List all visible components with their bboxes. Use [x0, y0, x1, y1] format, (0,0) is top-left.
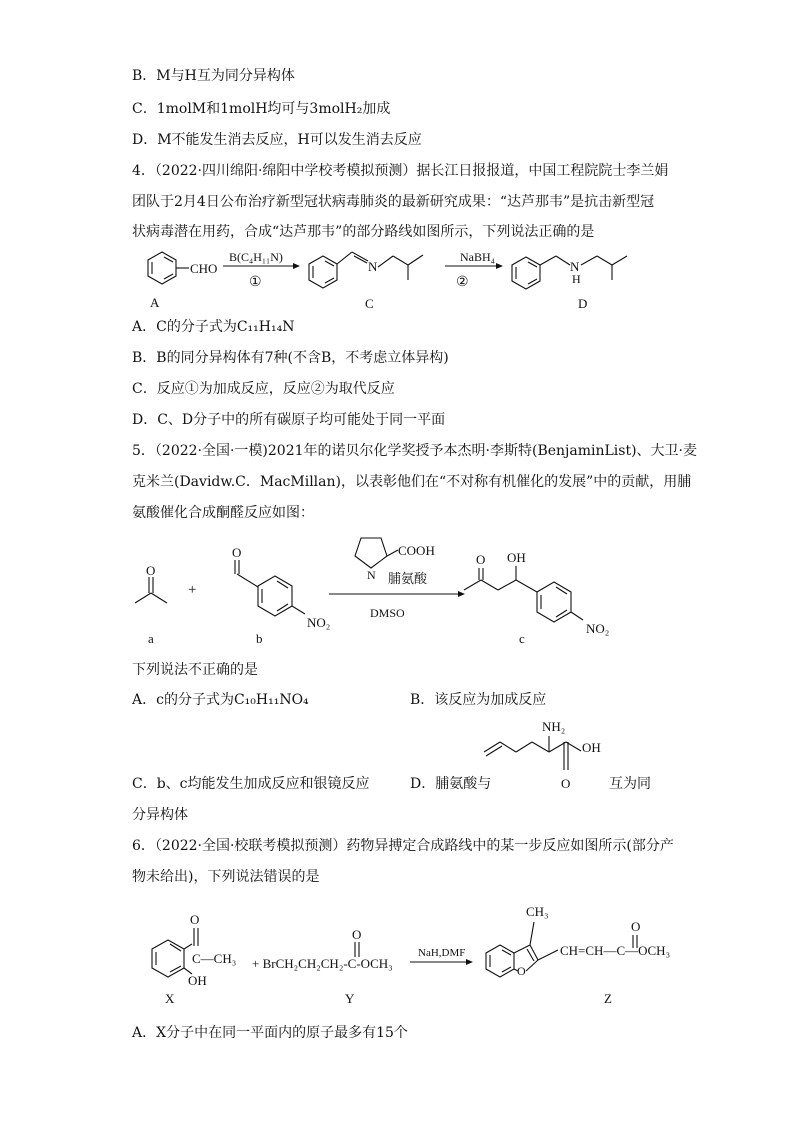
svg-text:OH: OH [507, 550, 526, 565]
svg-text:NaH,DMF: NaH,DMF [418, 947, 466, 959]
q4-label-d: D [578, 296, 588, 311]
svg-text:CH₃: CH₃ [526, 904, 549, 919]
svg-text:H: H [572, 272, 581, 286]
q6-label-x: X [165, 991, 175, 1006]
q4-arrow-2 [445, 250, 503, 290]
svg-text:N: N [367, 568, 376, 582]
q4-compound-d [512, 256, 627, 289]
q5-label-c: c [519, 631, 525, 646]
q5-plus: + [188, 582, 197, 598]
q6-compound-x [152, 912, 236, 988]
q4-option-c: C．反应①为加成反应，反应②为取代反应 [132, 381, 395, 397]
q4-arrow-1 [223, 250, 300, 290]
svg-text:OH: OH [188, 973, 207, 988]
q6-arrow [410, 947, 473, 965]
svg-text:B(C₄H₁₁N): B(C₄H₁₁N) [229, 250, 283, 264]
svg-text:NaBH₄: NaBH₄ [460, 250, 495, 264]
q4-label-a: A [150, 295, 160, 310]
q5-option-d-post: 互为同 [609, 776, 651, 792]
q4-cho-text: CHO [190, 261, 218, 276]
q5-catalyst [329, 538, 465, 620]
q6-stem-line2: 物未给出)，下列说法错误的是 [132, 869, 320, 885]
svg-text:O: O [561, 776, 571, 791]
svg-text:O: O [352, 927, 362, 942]
q6-label-y: Y [345, 991, 355, 1006]
q5-ask: 下列说法不正确的是 [132, 662, 258, 678]
svg-text:①: ① [249, 275, 262, 290]
svg-text:O: O [190, 912, 200, 927]
q5-compound-c [464, 550, 609, 636]
svg-text:N: N [368, 259, 378, 274]
q5-stem-line3: 氨酸催化合成酮醛反应如图： [132, 505, 314, 521]
prev-option-b: B．M与H互为同分异构体 [132, 68, 295, 84]
q5-option-c: C．b、c均能发生加成反应和银镜反应 [132, 776, 370, 792]
q6-compound-y [252, 927, 393, 971]
svg-text:NO₂: NO₂ [307, 615, 331, 630]
q5-compound-b [232, 545, 330, 630]
q4-stem-line1: 4．（2022·四川绵阳·绵阳中学校考模拟预测）据长江日报报道，中国工程院院士李兰娟 [132, 163, 669, 179]
q4-option-b: B．B的同分异构体有7种(不含B，不考虑立体异构) [132, 350, 449, 366]
svg-text:②: ② [456, 275, 469, 290]
q6-option-a: A．X分子中在同一平面内的原子最多有15个 [132, 1025, 408, 1041]
prev-option-d: D．M不能发生消去反应，H可以发生消去反应 [132, 132, 422, 148]
q4-label-c: C [365, 296, 374, 311]
q4-option-d: D．C、D分子中的所有碳原子均可能处于同一平面 [132, 412, 446, 428]
q4-stem-line2: 团队于2月4日公布治疗新型冠状病毒肺炎的最新研究成果：“达芦那韦”是抗击新型冠 [132, 194, 655, 210]
svg-text:OH: OH [582, 740, 601, 755]
q5-option-d-cont: 分异构体 [132, 807, 188, 823]
svg-text:C—CH₃: C—CH₃ [192, 951, 237, 966]
q6-stem-line1: 6．（2022·全国·校联考模拟预测）药物异搏定合成路线中的某一步反应如图所示(部分产 [132, 838, 674, 854]
svg-text:O: O [631, 919, 641, 934]
svg-text:COOH: COOH [398, 543, 435, 558]
q6-compound-z [486, 904, 670, 978]
svg-text:NH₂: NH₂ [542, 719, 566, 734]
q5-option-d-structure [484, 719, 601, 791]
q5-stem-line1: 5．（2022·全国·一模)2021年的诺贝尔化学奖授予本杰明·李斯特(BenjaminList)、大卫·麦 [132, 443, 697, 459]
svg-text:DMSO: DMSO [370, 606, 405, 620]
svg-text:O: O [517, 964, 526, 978]
q4-compound-a [148, 252, 217, 284]
q6-label-z: Z [604, 991, 612, 1006]
svg-text:O: O [232, 545, 242, 560]
q5-option-a: A．c的分子式为C₁₀H₁₁NO₄ [132, 692, 309, 708]
svg-text:N: N [570, 259, 580, 274]
q5-option-d-pre: D．脯氨酸与 [410, 776, 492, 792]
q5-option-b: B．该反应为加成反应 [410, 692, 547, 708]
q4-stem-line3: 状病毒潜在用药，合成“达芦那韦”的部分路线如图所示，下列说法正确的是 [132, 224, 595, 240]
prev-option-c: C．1molM和1molH均可与3molH₂加成 [132, 101, 391, 117]
q5-label-b: b [256, 631, 263, 646]
svg-text:脯氨酸: 脯氨酸 [388, 571, 428, 586]
q5-stem-line2: 克米兰(Davidw.C．MacMillan)，以表彰他们在“不对称有机催化的发展”中的贡献，用脯 [132, 474, 692, 490]
svg-text:NO₂: NO₂ [586, 621, 610, 636]
svg-text:O: O [146, 563, 156, 578]
q5-label-a: a [148, 631, 154, 646]
svg-text:CH=CH—C—OCH₃: CH=CH—C—OCH₃ [560, 943, 671, 958]
q5-compound-a [135, 563, 167, 603]
svg-text:O: O [476, 552, 486, 567]
q4-option-a: A．C的分子式为C₁₁H₁₄N [132, 319, 295, 335]
q4-compound-c [309, 252, 423, 288]
svg-text:+ BrCH₂CH₂CH₂-C-OCH₃: + BrCH₂CH₂CH₂-C-OCH₃ [252, 956, 393, 971]
